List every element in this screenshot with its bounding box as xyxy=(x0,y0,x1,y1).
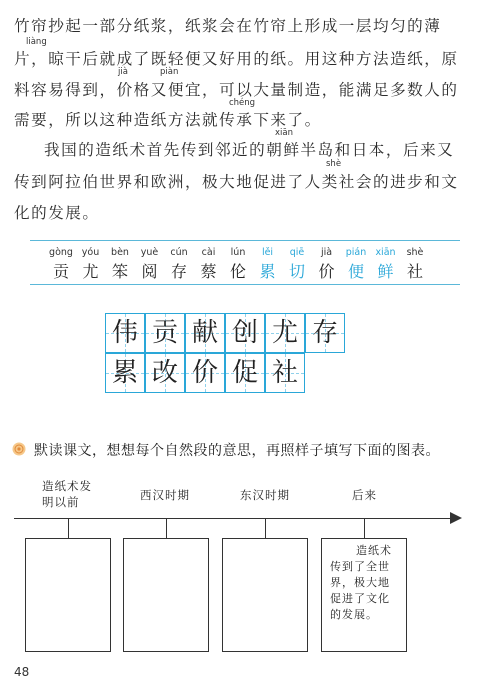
period-label: 后来 xyxy=(352,488,377,502)
vocab-character: 价 xyxy=(318,262,335,281)
grid-cell: 创 xyxy=(225,313,265,353)
period-label: 造纸术发 xyxy=(42,479,92,493)
vocab-character: 切 xyxy=(288,262,305,281)
grid-cell: 改 xyxy=(145,353,185,393)
grid-cell: 尤 xyxy=(265,313,305,353)
vocab-bottom-rule xyxy=(30,284,460,285)
vocab-pinyin: jià xyxy=(320,247,333,258)
grid-cell: 累 xyxy=(105,353,145,393)
flower-bullet-icon xyxy=(12,442,26,456)
vocab-pinyin: lún xyxy=(230,247,246,258)
vocab-character: 伦 xyxy=(229,262,246,281)
vocab-character: 阅 xyxy=(141,262,158,281)
example-text: 促进了文化 xyxy=(330,592,390,605)
task-instruction: 默读课文，想想每个自然段的意思，再照样子填写下面的图表。 xyxy=(34,443,440,459)
text-line: 传到阿拉伯世界和欧洲，极大地促进了人类社会的进步和文 xyxy=(14,173,459,191)
pinyin-annotation: chéng xyxy=(229,98,256,108)
grid-cell: 价 xyxy=(185,353,225,393)
vocab-pinyin: qiē xyxy=(289,247,305,258)
pinyin-annotation: piàn xyxy=(160,67,179,77)
vocab-pinyin: gòng xyxy=(49,247,73,258)
pinyin-annotation: shè xyxy=(326,159,342,169)
vocab-character: 贡 xyxy=(52,262,69,281)
example-text: 传到了全世 xyxy=(330,560,390,573)
grid-cell: 献 xyxy=(185,313,225,353)
page-number: 48 xyxy=(14,665,30,679)
grid-cell: 社 xyxy=(265,353,305,393)
vocab-pinyin: xiān xyxy=(375,247,396,258)
answer-box[interactable] xyxy=(222,538,308,652)
vocab-pinyin: yóu xyxy=(81,247,100,258)
example-text: 造纸术 xyxy=(356,544,392,557)
vocab-character: 存 xyxy=(170,262,187,281)
vocab-top-rule xyxy=(30,240,460,241)
grid-cell: 促 xyxy=(225,353,265,393)
vocab-pinyin: bèn xyxy=(111,247,129,258)
grid-cell: 贡 xyxy=(145,313,185,353)
timeline-tick xyxy=(68,518,69,538)
text-line: 化的发展。 xyxy=(14,204,100,222)
text-line: 片，晾干后就成了既轻便又好用的纸。用这种方法造纸，原 xyxy=(14,50,459,68)
vocab-character: 累 xyxy=(259,262,276,281)
vocab-pinyin: yuè xyxy=(140,247,159,258)
vocab-pinyin: cún xyxy=(170,247,188,258)
timeline-tick xyxy=(265,518,266,538)
arrow-right-icon xyxy=(450,512,462,524)
timeline-axis xyxy=(14,518,454,519)
vocab-character: 尤 xyxy=(82,262,99,281)
vocab-pinyin: lěi xyxy=(261,247,274,258)
example-box xyxy=(321,538,407,652)
text-line: 料容易得到，价格又便宜，可以大量制造，能满足多数人的 xyxy=(14,81,459,99)
text-line: 需要，所以这种造纸方法就传承下来了。 xyxy=(14,111,322,129)
period-label: 东汉时期 xyxy=(240,488,290,502)
period-label: 西汉时期 xyxy=(140,488,190,502)
timeline-tick xyxy=(364,518,365,538)
vocab-character: 便 xyxy=(347,262,364,281)
vocab-character: 蔡 xyxy=(200,262,217,281)
vocab-pinyin: pián xyxy=(345,247,367,258)
pinyin-annotation: jià xyxy=(118,67,128,77)
period-label: 明以前 xyxy=(42,495,80,509)
vocab-character: 社 xyxy=(406,262,423,281)
answer-box[interactable] xyxy=(25,538,111,652)
timeline-tick xyxy=(166,518,167,538)
grid-cell: 存 xyxy=(305,313,345,353)
example-text: 的发展。 xyxy=(330,608,378,621)
grid-cell: 伟 xyxy=(105,313,145,353)
text-line: 我国的造纸术首先传到邻近的朝鲜半岛和日本，后来又 xyxy=(44,141,455,159)
vocab-pinyin: shè xyxy=(406,247,424,258)
vocab-character: 鲜 xyxy=(377,262,394,281)
vocab-pinyin: cài xyxy=(201,247,216,258)
pinyin-annotation: xiān xyxy=(275,128,293,138)
text-line: 竹帘抄起一部分纸浆，纸浆会在竹帘上形成一层均匀的薄 xyxy=(14,17,442,35)
answer-box[interactable] xyxy=(123,538,209,652)
pinyin-annotation: liàng xyxy=(26,37,47,47)
example-text: 界，极大地 xyxy=(330,576,390,589)
vocab-character: 笨 xyxy=(111,262,128,281)
